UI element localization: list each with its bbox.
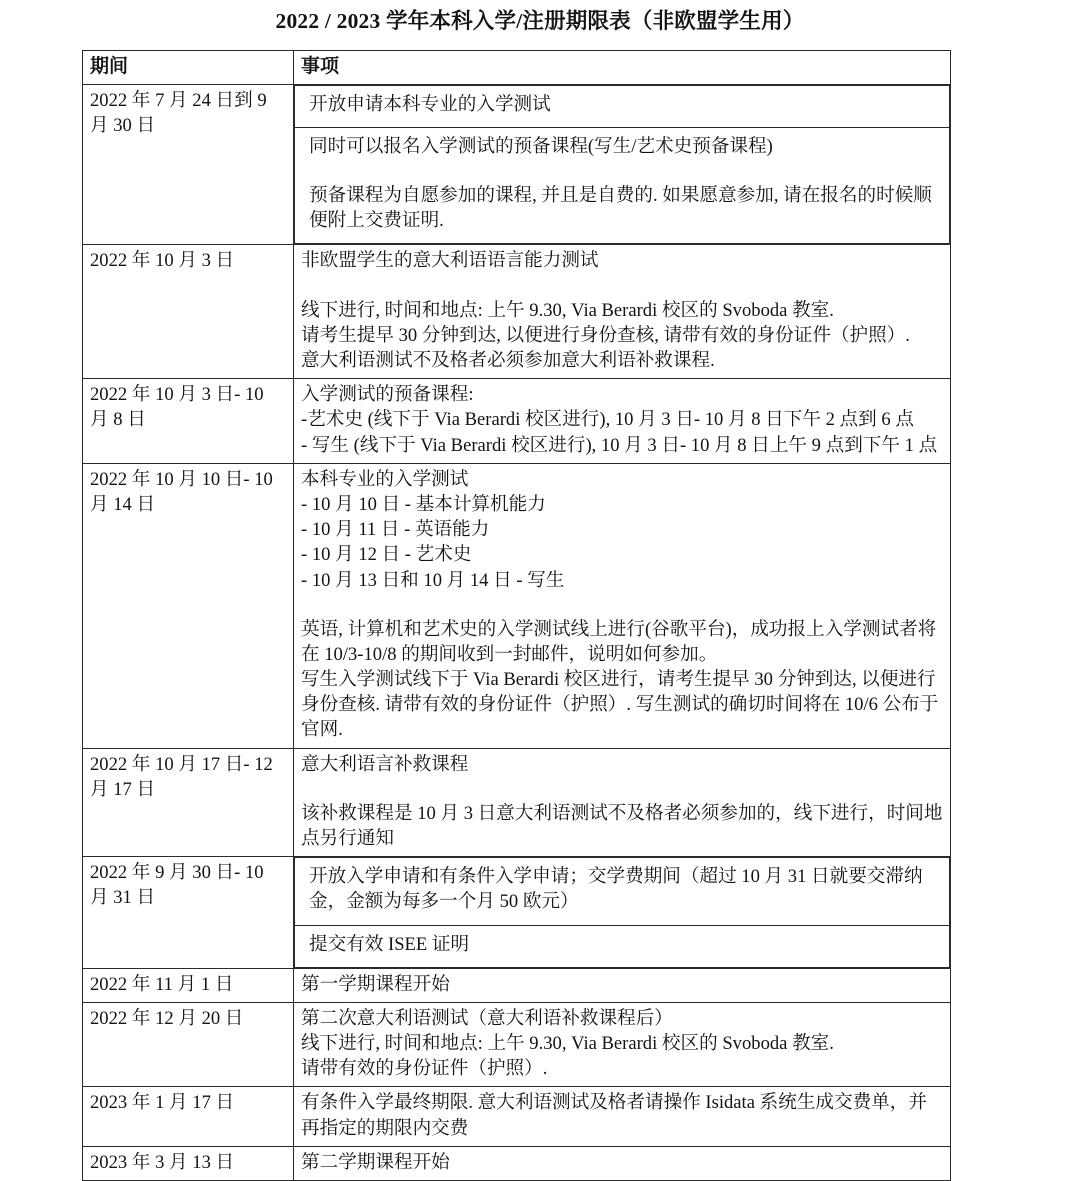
table-row [83, 748, 951, 857]
period-cell: 2022 年 11 月 1 日 [83, 968, 294, 1002]
cell-line: 线下进行, 时间和地点: 上午 9.30, Via Berardi 校区的 Svoboda 教室. [301, 1033, 834, 1055]
cell-line: - 10 月 10 日 - 基本计算机能力 [301, 493, 546, 515]
item-subcell-content [302, 929, 942, 962]
table-head [83, 51, 951, 85]
item-cell [294, 1087, 951, 1146]
table-row [83, 1087, 951, 1146]
schedule-table-container [82, 50, 950, 1181]
item-subcell-content [302, 861, 942, 919]
period-cell: 2023 年 3 月 13 日 [83, 1146, 294, 1180]
item-subcell-content [302, 89, 942, 122]
item-cell [294, 968, 951, 1002]
table-row [83, 463, 951, 748]
cell-line: 同时可以报名入学测试的预备课程(写生/艺术史预备课程) [309, 135, 773, 157]
cell-line: 有条件入学最终期限. 意大利语测试及格者请操作 Isidata 系统生成交费单，并再指定的期限内交费 [301, 1092, 927, 1139]
cell-line: 入学测试的预备课程: [301, 384, 474, 406]
item-cell [294, 748, 951, 857]
cell-line: 开放入学申请和有条件入学申请；交学费期间（超过 10 月 31 日就要交滞纳金，金额为每多一个月 50 欧元） [309, 866, 923, 913]
cell-line: - 10 月 12 日 - 艺术史 [301, 544, 472, 566]
table-row [83, 84, 951, 245]
cell-line: -艺术史 (线下于 Via Berardi 校区进行), 10 月 3 日- 10 月 8 日下午 2 点到 6 点 [301, 409, 914, 431]
item-subrow [295, 85, 950, 127]
column-header-period: 期间 [83, 51, 294, 85]
period-cell: 2022 年 7 月 24 日到 9 月 30 日 [83, 84, 294, 245]
item-subcell [295, 925, 950, 967]
cell-line: - 写生 (线下于 Via Berardi 校区进行), 10 月 3 日- 10 月 8 日上午 9 点到下午 1 点 [301, 434, 938, 456]
cell-line: 英语, 计算机和艺术史的入学测试线上进行(谷歌平台)，成功报上入学测试者将在 10/3-10/8 的期间收到一封邮件，说明如何参加。 [301, 618, 937, 665]
cell-line: 第二次意大利语测试（意大利语补救课程后） [301, 1007, 673, 1029]
period-cell: 2022 年 10 月 10 日- 10 月 14 日 [83, 463, 294, 748]
item-cell [294, 857, 951, 969]
table-row [83, 968, 951, 1002]
table-row [83, 857, 951, 969]
period-cell: 2022 年 9 月 30 日- 10 月 31 日 [83, 857, 294, 969]
item-subtable [294, 857, 950, 968]
cell-line: 本科专业的入学测试 [301, 468, 469, 490]
cell-line: 请考生提早 30 分钟到达, 以便进行身份查核, 请带有效的身份证件（护照）. [301, 324, 910, 346]
item-subcell [295, 127, 950, 244]
cell-line: 意大利语测试不及格者必须参加意大利语补救课程. [301, 350, 715, 372]
item-subrow [295, 925, 950, 967]
cell-line: 该补救课程是 10 月 3 日意大利语测试不及格者必须参加的，线下进行，时间地点另行通知 [301, 802, 943, 849]
item-subcell [295, 85, 950, 127]
table-row [83, 1146, 951, 1180]
page-title: 2022 / 2023 学年本科入学/注册期限表（非欧盟学生用） [275, 9, 805, 33]
cell-line: 请带有效的身份证件（护照）. [301, 1058, 548, 1080]
paragraph-spacer [301, 777, 943, 801]
cell-line: 第二学期课程开始 [301, 1151, 450, 1173]
table-row [83, 1002, 951, 1087]
item-subcell-content [302, 131, 942, 239]
item-cell [294, 379, 951, 464]
cell-line: 开放申请本科专业的入学测试 [309, 93, 551, 115]
paragraph-spacer [301, 274, 943, 298]
schedule-table [82, 50, 951, 1181]
cell-line: 第一学期课程开始 [301, 973, 450, 995]
table-body [83, 84, 951, 1180]
cell-line: 写生入学测试线下于 Via Berardi 校区进行，请考生提早 30 分钟到达, 以便进行身份查核. 请带有效的身份证件（护照）. 写生测试的确切时间将在 10/6 公布于官网. [301, 669, 939, 741]
item-subrow [295, 127, 950, 244]
period-cell: 2022 年 12 月 20 日 [83, 1002, 294, 1087]
period-cell: 2022 年 10 月 3 日 [83, 245, 294, 379]
cell-line: - 10 月 13 日和 10 月 14 日 - 写生 [301, 569, 565, 591]
item-subtable [294, 85, 950, 245]
cell-line: 线下进行, 时间和地点: 上午 9.30, Via Berardi 校区的 Svoboda 教室. [301, 299, 834, 321]
item-cell [294, 84, 951, 245]
column-header-item: 事项 [294, 51, 951, 85]
paragraph-spacer [301, 593, 943, 617]
item-cell [294, 463, 951, 748]
item-subcell [295, 858, 950, 925]
paragraph-spacer [309, 159, 935, 183]
period-cell: 2023 年 1 月 17 日 [83, 1087, 294, 1146]
cell-line: - 10 月 11 日 - 英语能力 [301, 519, 490, 541]
period-cell: 2022 年 10 月 17 日- 12 月 17 日 [83, 748, 294, 857]
item-subrow [295, 858, 950, 925]
cell-line: 意大利语言补救课程 [301, 753, 469, 775]
cell-line: 预备课程为自愿参加的课程, 并且是自费的. 如果愿意参加, 请在报名的时候顺便附上交费证明. [309, 185, 932, 232]
item-cell [294, 245, 951, 379]
item-cell [294, 1002, 951, 1087]
cell-line: 非欧盟学生的意大利语语言能力测试 [301, 250, 599, 272]
cell-line: 提交有效 ISEE 证明 [309, 933, 470, 955]
table-header-row [83, 51, 951, 85]
item-cell [294, 1146, 951, 1180]
table-row [83, 245, 951, 379]
period-cell: 2022 年 10 月 3 日- 10 月 8 日 [83, 379, 294, 464]
table-row [83, 379, 951, 464]
